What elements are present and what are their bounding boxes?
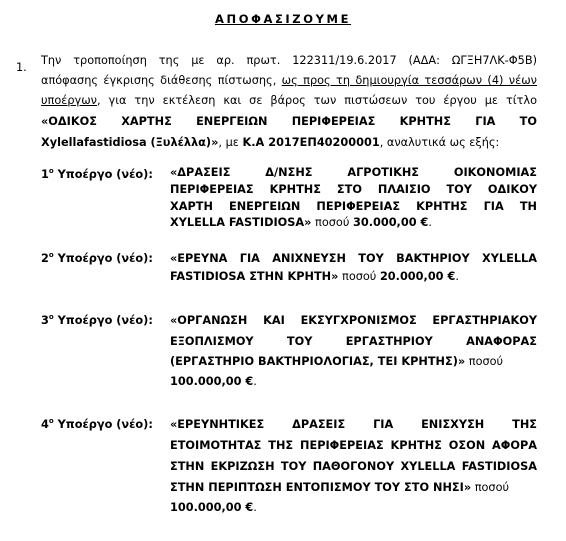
subproject-3-label (41, 313, 153, 327)
subproject-3-amount: 100.000,00 € (170, 375, 254, 388)
subproject-2-label-text: Υποέργο (νέο): (53, 251, 153, 265)
intro-line-5 (41, 133, 537, 153)
subproject-4-line-2: ΕΤΟΙΜΟΤΗΤΑΣ ΤΗΣ ΠΕΡΙΦΕΡΕΙΑΣ ΚΡΗΤΗΣ ΟΣΟΝ ΑΦΟΡΑ (170, 439, 537, 452)
subproject-4-line-4 (170, 479, 537, 496)
subproject-1-line-3: ΧΑΡΤΗ ΕΝΕΡΓΕΙΩΝ ΠΕΡΙΦΕΡΕΙΑΣ ΚΡΗΤΗΣ ΓΙΑ ΤΗ (170, 200, 537, 213)
intro-line-5-b: , με (218, 136, 243, 149)
intro-line-2-a: απόφασης έγκρισης διάθεσης πίστωσης, (41, 74, 282, 87)
subproject-2-line-2 (170, 268, 537, 285)
subproject-3-label-text: Υποέργο (νέο): (53, 313, 153, 327)
subproject-2-number: 2 (41, 251, 49, 265)
project-code: Κ.Α 2017ΕΠ40200001 (242, 136, 380, 149)
subproject-3-tail: . (253, 375, 257, 388)
subproject-1-amount-prefix: ποσού (311, 216, 353, 229)
item-number: 1. (16, 61, 27, 74)
subproject-2-ordinal: ο (48, 251, 54, 259)
project-title-line-2: Xylellafastidiosa (Ξυλέλλα)» (41, 136, 219, 149)
subproject-1-line-2: ΠΕΡΙΦΕΡΕΙΑΣ ΚΡΗΤΗΣ ΣΤΟ ΠΛΑΙΣΙΟ ΤΟΥ ΟΔΙΚΟΥ (170, 183, 537, 196)
subproject-3-line-1: «ΟΡΓΑΝΩΣΗ ΚΑΙ ΕΚΣΥΓΧΡΟΝΙΣΜΟΣ ΕΡΓΑΣΤΗΡΙΑΚΟΥ (170, 314, 537, 327)
subproject-4-line-5 (170, 499, 537, 516)
subproject-1-label (41, 167, 153, 181)
subproject-1-number: 1 (41, 167, 49, 181)
intro-line-3-b: , για την εκτέλεση και σε βάρος των πιστώσεων του έργου με τίτλο (96, 94, 537, 107)
subproject-4-line-1: «ΕΡΕΥΝΗΤΙΚΕΣ ΔΡΑΣΕΙΣ ΓΙΑ ΕΝΙΣΧΥΣΗ ΤΗΣ (170, 418, 537, 431)
document-heading: ΑΠΟΦΑΣΙΖΟΥΜΕ (214, 12, 352, 26)
intro-line-2 (41, 71, 537, 91)
subproject-3-ordinal: ο (48, 313, 54, 321)
project-title-line-1: «ΟΔΙΚΟΣ ΧΑΡΤΗΣ ΕΝΕΡΓΕΙΩΝ ΠΕΡΙΦΕΡΕΙΑΣ ΚΡΗΤΗΣ ΓΙΑ ΤΟ (41, 115, 537, 128)
subproject-3-line-2: ΕΞΟΠΛΙΣΜΟΥ ΤΟΥ ΕΡΓΑΣΤΗΡΙΟΥ ΑΝΑΦΟΡΑΣ (170, 335, 537, 348)
subproject-4-amount-prefix: ποσού (471, 481, 510, 494)
subproject-1-tail: . (428, 216, 432, 229)
intro-line-4 (41, 112, 537, 132)
subproject-4-number: 4 (41, 417, 49, 431)
subproject-3-number: 3 (41, 313, 49, 327)
subproject-1-line-4 (170, 214, 537, 231)
subproject-2-tail: . (455, 270, 459, 283)
subproject-2-amount: 20.000,00 € (379, 270, 456, 283)
intro-line-3 (41, 91, 537, 111)
intro-line-1 (41, 51, 537, 71)
subproject-4-line-3: ΣΤΗΝ ΕΚΡΙΖΩΣΗ ΤΟΥ ΠΑΘΟΓΟΝΟΥ XYLELLA FASTIDIOSA (170, 460, 537, 473)
intro-line-2-b: ως προς τη δημιουργία τεσσάρων (4) νέων (281, 74, 537, 87)
subproject-4-label-text: Υποέργο (νέο): (53, 417, 153, 431)
subproject-4-label (41, 417, 153, 431)
subproject-1-amount: 30.000,00 € (352, 216, 429, 229)
subproject-1-ordinal: ο (48, 167, 54, 175)
subproject-4-tail: . (253, 501, 257, 514)
subproject-3-amount-prefix: ποσού (465, 355, 504, 368)
subproject-3-line-4 (170, 373, 537, 390)
subproject-4-ordinal: ο (48, 417, 54, 425)
intro-line-5-d: , αναλυτικά ως εξής: (379, 136, 500, 149)
intro-line-3-a: υποέργων (41, 94, 97, 107)
subproject-2-title-end: FASTIDIOSA ΣΤΗΝ ΚΡΗΤΗ» (170, 270, 339, 283)
subproject-3-line-3 (170, 353, 537, 370)
subproject-2-label (41, 251, 153, 265)
subproject-1-line-1: «ΔΡΑΣΕΙΣ Δ/ΝΣΗΣ ΑΓΡΟΤΙΚΗΣ ΟΙΚΟΝΟΜΙΑΣ (170, 166, 537, 179)
subproject-1-label-text: Υποέργο (νέο): (53, 167, 153, 181)
subproject-4-title-end: ΣΤΗΝ ΠΕΡΙΠΤΩΣΗ ΕΝΤΟΠΙΣΜΟΥ ΤΟΥ ΣΤΟ ΝΗΣΙ» (170, 481, 472, 494)
subproject-4-amount: 100.000,00 € (170, 501, 254, 514)
subproject-3-title-end: (ΕΡΓΑΣΤΗΡΙΟ ΒΑΚΤΗΡΙΟΛΟΓΙΑΣ, ΤΕΙ ΚΡΗΤΗΣ)» (170, 355, 466, 368)
subproject-2-line-1: «ΕΡΕΥΝΑ ΓΙΑ ΑΝΙΧΝΕΥΣΗ ΤΟΥ ΒΑΚΤΗΡΙΟΥ XYLELLA (170, 252, 537, 265)
subproject-2-amount-prefix: ποσού (338, 270, 380, 283)
intro-line-1-text: Την τροποποίηση της με αρ. πρωτ. 122311/19.6.2017 (ΑΔΑ: ΩΓΞΗ7ΛΚ-Φ5Β) (41, 54, 537, 67)
subproject-1-title-end: XYLELLA FASTIDIOSA» (170, 216, 312, 229)
